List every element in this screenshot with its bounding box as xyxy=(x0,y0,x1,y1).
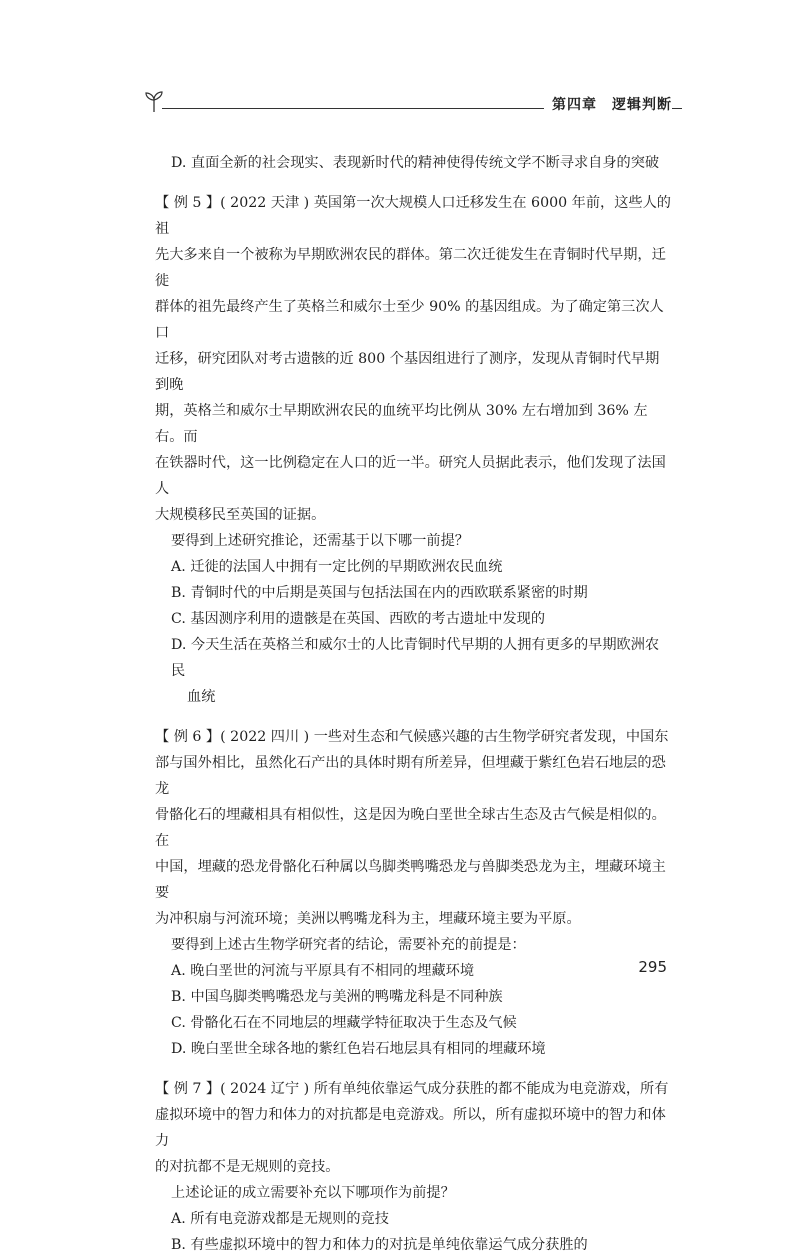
example-5-option-b: B. 青铜时代的中后期是英国与包括法国在内的西欧联系紧密的时期 xyxy=(171,585,588,601)
page-number: 295 xyxy=(638,958,667,976)
example-6-passage-line: 中国，埋藏的恐龙骨骼化石种属以鸟脚类鸭嘴恐龙与兽脚类恐龙为主，埋藏环境主要 xyxy=(155,859,666,901)
example-6 xyxy=(155,724,671,1062)
example-5-passage-line: 迁移，研究团队对考古遗骸的近 800 个基因组进行了测序，发现从青铜时代早期到晚 xyxy=(155,351,660,393)
example-6-passage-line: 部与国外相比，虽然化石产出的具体时期有所差异，但埋藏于紫红色岩石地层的恐龙 xyxy=(155,755,666,797)
example-5-option-a: A. 迁徙的法国人中拥有一定比例的早期欧洲农民血统 xyxy=(171,559,503,575)
example-6-option-d: D. 晚白垩世全球各地的紫红色岩石地层具有相同的埋藏环境 xyxy=(171,1041,546,1057)
example-6-passage-line: 为冲积扇与河流环境；美洲以鸭嘴龙科为主，埋藏环境主要为平原。 xyxy=(155,911,581,927)
example-7-passage-line: 【 例 7 】( 2024 辽宁 ) 所有单纯依靠运气成分获胜的都不能成为电竞游戏，所有 xyxy=(155,1081,669,1097)
example-5-question: 要得到上述研究推论，还需基于以下哪一前提？ xyxy=(171,533,469,549)
example-7-question: 上述论证的成立需要补充以下哪项作为前提？ xyxy=(171,1185,455,1201)
example-6-option-a: A. 晚白垩世的河流与平原具有不相同的埋藏环境 xyxy=(171,963,475,979)
example-7-passage-line: 的对抗都不是无规则的竞技。 xyxy=(155,1159,340,1175)
example-6-option-c: C. 骨骼化石在不同地层的埋藏学特征取决于生态及气候 xyxy=(171,1015,517,1031)
example-6-passage-line: 骨骼化石的埋藏相具有相似性，这是因为晚白垩世全球古生态及古气候是相似的。在 xyxy=(155,807,666,849)
sprout-icon xyxy=(142,86,166,114)
example-7-option-a: A. 所有电竞游戏都是无规则的竞技 xyxy=(171,1211,389,1227)
example-6-option-b: B. 中国鸟脚类鸭嘴恐龙与美洲的鸭嘴龙科是不同种族 xyxy=(171,989,503,1005)
top-option-d: D. 直面全新的社会现实、表现新时代的精神使得传统文学不断寻求自身的突破 xyxy=(171,155,660,171)
example-5 xyxy=(155,190,671,710)
example-7-passage-line: 虚拟环境中的智力和体力的对抗都是电竞游戏。所以，所有虚拟环境中的智力和体力 xyxy=(155,1107,666,1149)
example-5-passage-line: 群体的祖先最终产生了英格兰和威尔士至少 90% 的基因组成。为了确定第三次人口 xyxy=(155,299,664,341)
example-5-option-d: D. 今天生活在英格兰和威尔士的人比青铜时代早期的人拥有更多的早期欧洲农民 xyxy=(171,637,660,679)
example-6-question: 要得到上述古生物学研究者的结论，需要补充的前提是： xyxy=(171,937,526,953)
running-header xyxy=(142,86,672,116)
page-content xyxy=(155,150,671,1258)
example-5-passage-line: 大规模移民至英国的证据。 xyxy=(155,507,326,523)
example-5-passage-line: 先大多来自一个被称为早期欧洲农民的群体。第二次迁徙发生在青铜时代早期，迁徙 xyxy=(155,247,666,289)
example-7 xyxy=(155,1076,671,1258)
example-5-passage-line: 期，英格兰和威尔士早期欧洲农民的血统平均比例从 30% 左右增加到 36% 左右。而 xyxy=(155,403,648,445)
example-6-label: 【 例 6 】( 2022 四川 ) xyxy=(155,729,310,745)
example-7-label: 【 例 7 】( 2024 辽宁 ) xyxy=(155,1081,310,1097)
example-5-label: 【 例 5 】( 2022 天津 ) xyxy=(155,195,310,211)
example-5-passage-line: 在铁器时代，这一比例稳定在人口的近一半。研究人员据此表示，他们发现了法国人 xyxy=(155,455,666,497)
example-5-option-c: C. 基因测序利用的遗骸是在英国、西欧的考古遗址中发现的 xyxy=(171,611,546,627)
chapter-title: 第四章 逻辑判断 xyxy=(544,94,672,114)
example-6-passage-line: 【 例 6 】( 2022 四川 ) 一些对生态和气候感兴趣的古生物学研究者发现，中国东 xyxy=(155,729,669,745)
example-5-option-d-continued: 血统 xyxy=(187,689,216,705)
example-5-passage-line: 【 例 5 】( 2022 天津 ) 英国第一次大规模人口迁移发生在 6000 年前，这些人的祖 xyxy=(155,195,671,237)
example-7-option-b: B. 有些虚拟环境中的智力和体力的对抗是单纯依靠运气成分获胜的 xyxy=(171,1237,588,1253)
